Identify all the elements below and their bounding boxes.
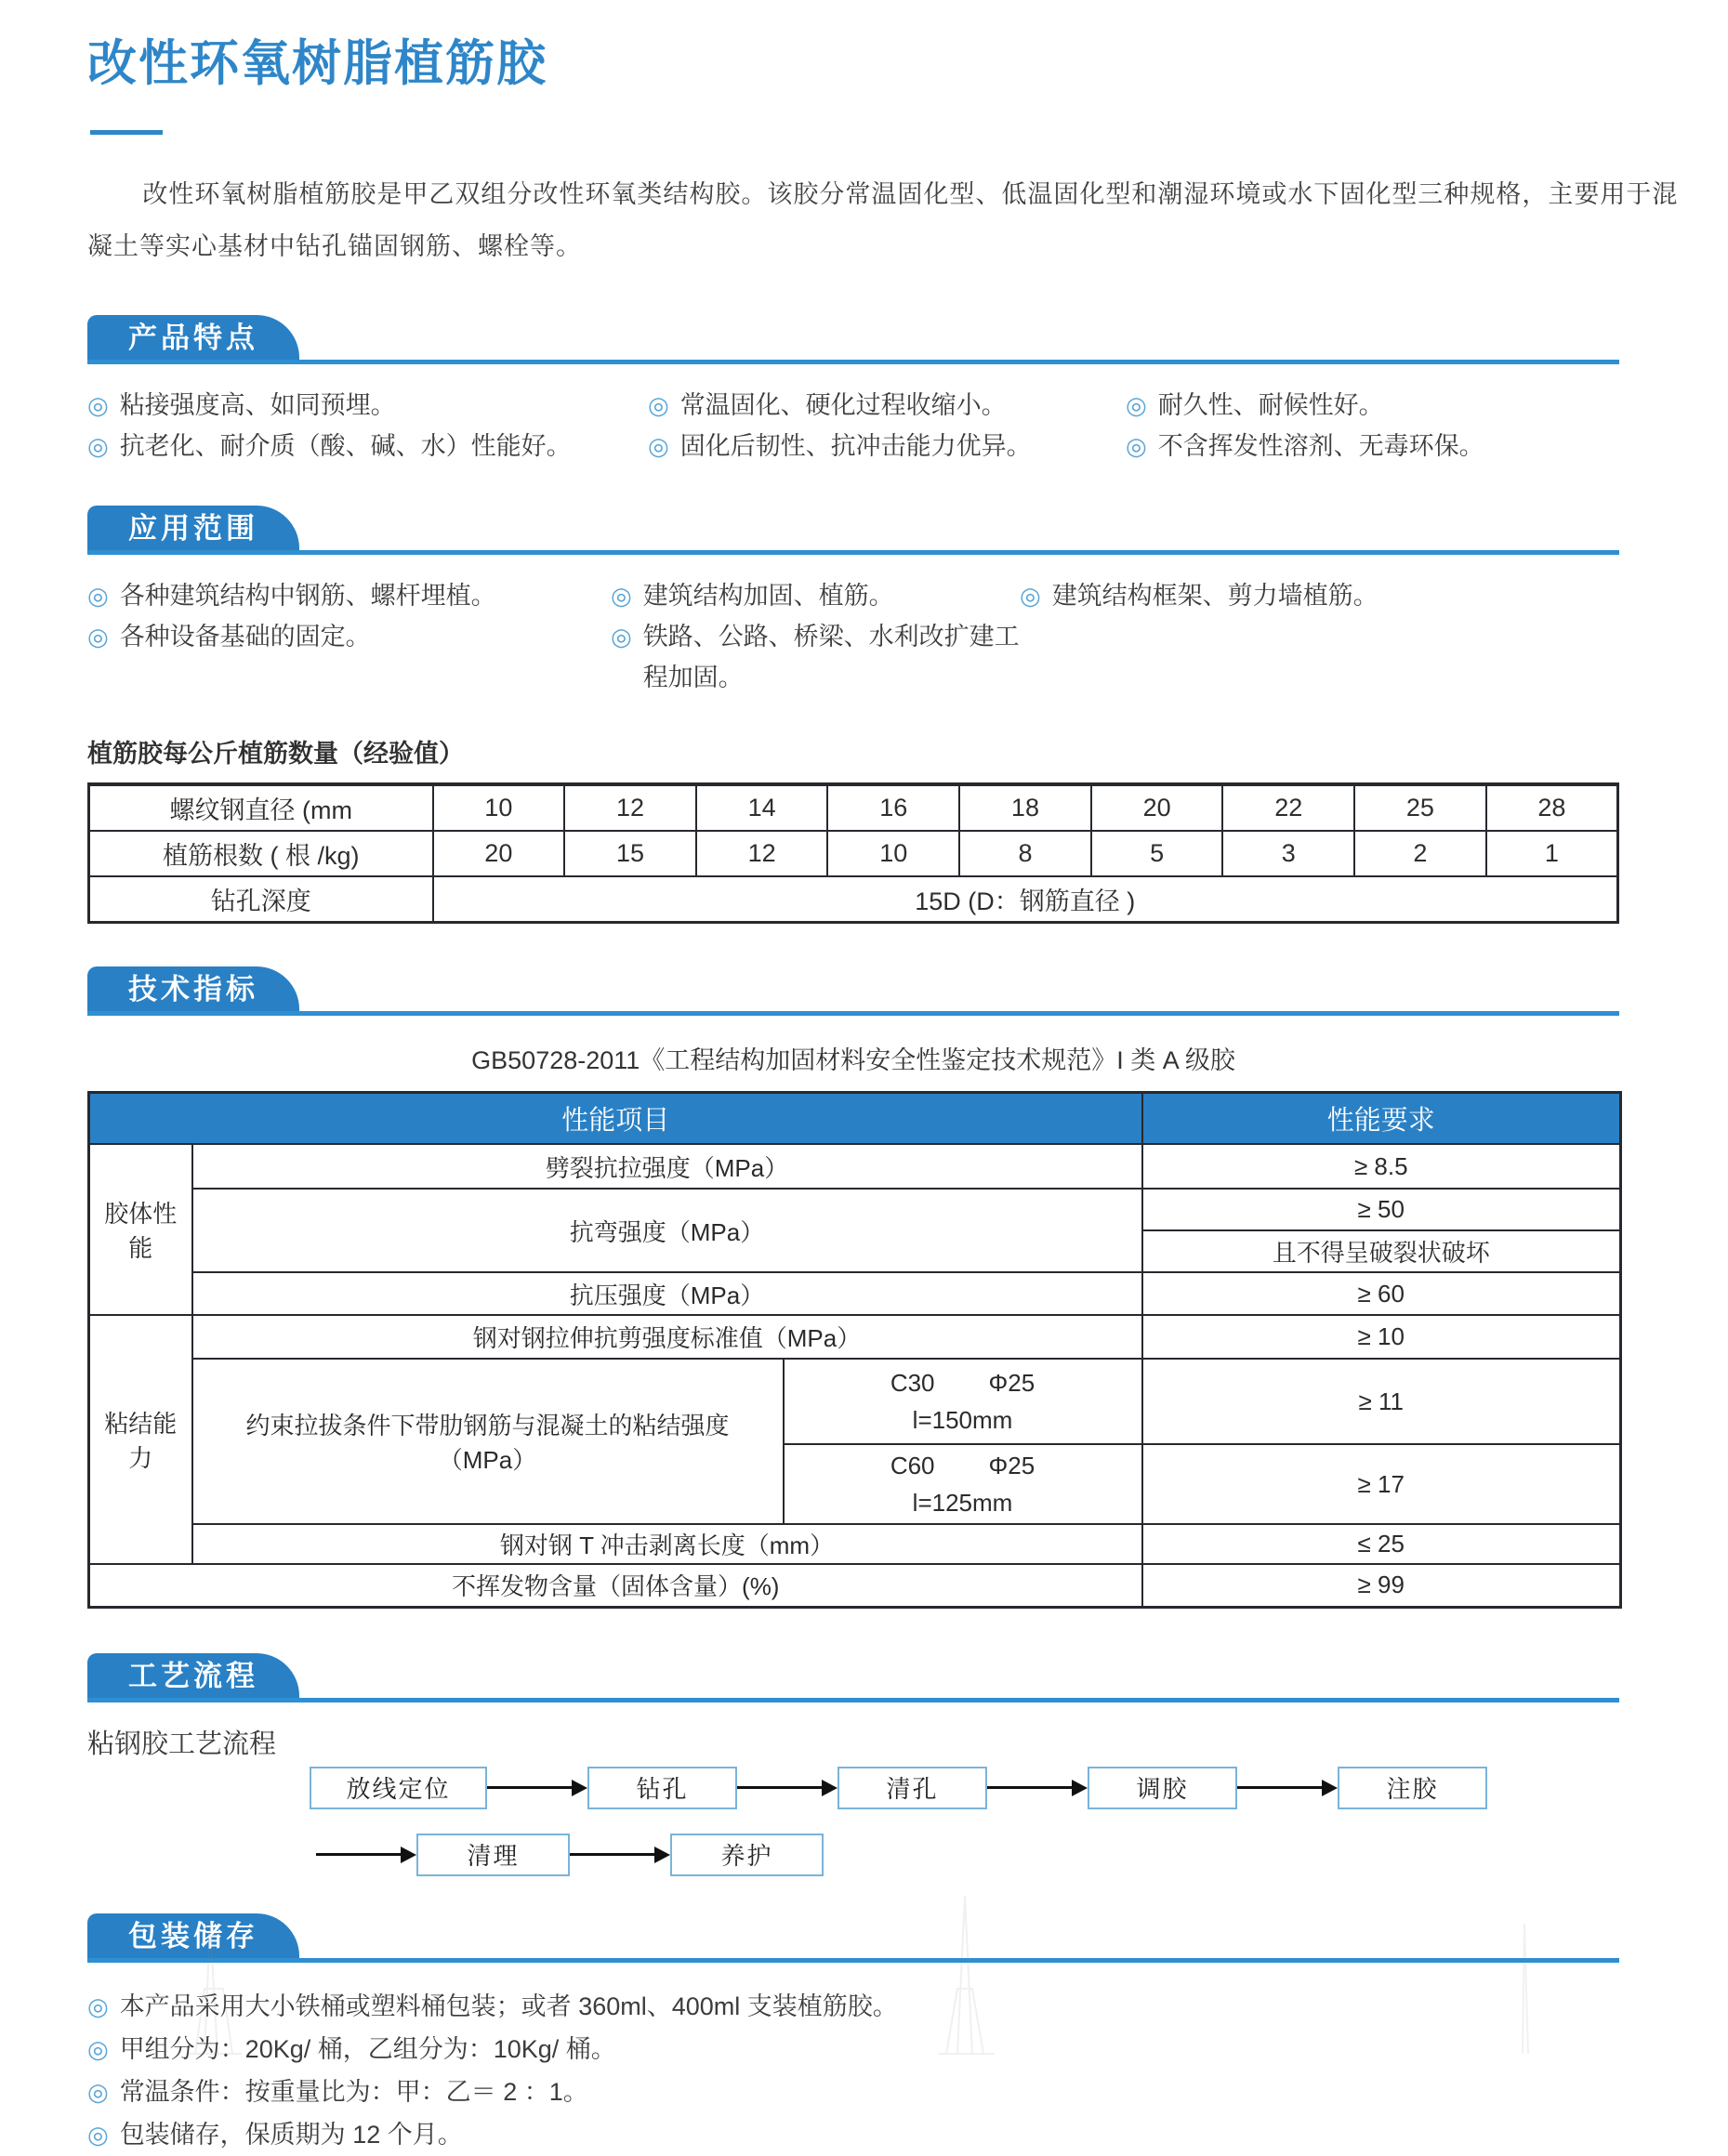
- tech-col-req: 性能要求: [1142, 1093, 1621, 1145]
- tech-req: ≥ 8.5: [1142, 1144, 1621, 1189]
- tech-item: 劈裂抗拉强度（MPa）: [192, 1144, 1142, 1189]
- embed-length: l=150mm: [912, 1406, 1013, 1434]
- tech-item: 钢对钢拉伸抗剪强度标准值（MPa）: [192, 1315, 1142, 1359]
- application-text: 各种设备基础的固定。: [119, 623, 371, 651]
- tech-cond-top: [790, 1364, 1136, 1401]
- rebar-diameter: Φ25: [988, 1369, 1035, 1397]
- process-flow-row-1: [310, 1767, 1728, 1809]
- tech-row-shear: [89, 1315, 1621, 1359]
- section-header-applications: [87, 506, 1619, 555]
- arrow-right-icon: [487, 1780, 587, 1796]
- feature-text: 不含挥发性溶剂、无毒环保。: [1157, 432, 1484, 460]
- tech-group-colloid: 胶体性能: [89, 1144, 192, 1315]
- bullet-icon: ◎: [648, 432, 669, 460]
- bullet-icon: ◎: [87, 391, 109, 419]
- storage-item: [87, 2071, 1619, 2113]
- bullet-icon: ◎: [611, 582, 632, 610]
- page-title: 改性环氧树脂植筋胶: [87, 36, 547, 91]
- feature-item: [87, 385, 648, 426]
- arrow-right-icon: [1237, 1780, 1338, 1796]
- section-header-features: [87, 315, 1619, 364]
- section-header-storage: [87, 1913, 1619, 1963]
- bullet-icon: ◎: [648, 391, 669, 419]
- section-header-tech: [87, 966, 1619, 1016]
- flow-step: 清理: [416, 1834, 570, 1876]
- arrow-right-icon: [987, 1780, 1088, 1796]
- tech-row-split-tensile: [89, 1144, 1621, 1189]
- application-text: 建筑结构框架、剪力墙植筋。: [1051, 582, 1378, 610]
- tech-item: 抗压强度（MPa）: [192, 1272, 1142, 1315]
- tech-row-compressive: [89, 1272, 1621, 1315]
- tech-row-bending: [89, 1189, 1621, 1230]
- feature-item: [1126, 385, 1484, 426]
- application-text: 建筑结构加固、植筋。: [642, 582, 894, 610]
- feature-text: 耐久性、耐候性好。: [1157, 391, 1384, 419]
- storage-text: 包装储存，保质期为 12 个月。: [119, 2120, 463, 2149]
- storage-text: 甲组分为：20Kg/ 桶，乙组分为：10Kg/ 桶。: [119, 2034, 616, 2063]
- storage-item: [87, 2113, 1619, 2156]
- storage-item: [87, 1985, 1619, 2028]
- feature-item: [87, 426, 648, 467]
- dosage-depth-value: 15D (D：钢筋直径 ): [433, 876, 1618, 923]
- tech-item: 钢对钢 T 冲击剥离长度（mm）: [192, 1524, 1142, 1564]
- tech-req: ≥ 60: [1142, 1272, 1621, 1315]
- concrete-grade: C30: [890, 1369, 935, 1397]
- application-text: 铁路、公路、桥梁、水利改扩建工程加固。: [642, 623, 1020, 691]
- tech-cond-c60: [784, 1444, 1142, 1524]
- dosage-count-cell: 20: [433, 831, 565, 876]
- tech-item-line: （MPa）: [438, 1446, 537, 1474]
- concrete-grade: C60: [890, 1452, 935, 1479]
- tech-standard-line: GB50728-2011《工程结构加固材料安全性鉴定技术规范》I 类 A 级胶: [471, 1046, 1235, 1074]
- tech-req: ≥ 17: [1142, 1444, 1621, 1524]
- section-header-process: [87, 1653, 1619, 1702]
- intro-paragraph: 改性环氧树脂植筋胶是甲乙双组分改性环氧类结构胶。该胶分常温固化型、低温固化型和潮湿环境或水下固化型三种规格，主要用于混凝土等实心基材中钻孔锚固钢筋、螺栓等。: [87, 180, 1679, 260]
- tech-item: 抗弯强度（MPa）: [192, 1189, 1142, 1272]
- dosage-header-cell: 12: [564, 784, 696, 831]
- flow-step: 养护: [670, 1834, 824, 1876]
- arrow-right-icon: [316, 1847, 416, 1863]
- storage-tab: 包装储存: [87, 1913, 299, 1958]
- tech-header-row: [89, 1093, 1621, 1145]
- process-tab: 工艺流程: [87, 1653, 299, 1698]
- feature-item: [648, 426, 1126, 467]
- tech-item-bond: [192, 1359, 784, 1524]
- tech-cond-c30: [784, 1359, 1142, 1444]
- storage-text: 本产品采用大小铁桶或塑料桶包装；或者 360ml、400ml 支装植筋胶。: [119, 1992, 898, 2020]
- bullet-icon: ◎: [1020, 582, 1041, 610]
- tech-cond-top: [790, 1447, 1136, 1484]
- applications-tab: 应用范围: [87, 506, 299, 550]
- tech-req: 且不得呈破裂状破坏: [1142, 1230, 1621, 1272]
- dosage-count-cell: 3: [1222, 831, 1354, 876]
- tech-item-line: 约束拉拔条件下带肋钢筋与混凝土的粘结强度: [245, 1412, 730, 1440]
- feature-text: 常温固化、硬化过程收缩小。: [679, 391, 1007, 419]
- dosage-header-cell: 螺纹钢直径 (mm: [89, 784, 433, 831]
- dosage-count-cell: 2: [1354, 831, 1486, 876]
- feature-item: [648, 385, 1126, 426]
- flow-step: 调胶: [1088, 1767, 1237, 1809]
- dosage-count-cell: 8: [959, 831, 1091, 876]
- feature-text: 粘接强度高、如同预埋。: [119, 391, 396, 419]
- dosage-header-cell: 25: [1354, 784, 1486, 831]
- flow-step: 注胶: [1338, 1767, 1487, 1809]
- bullet-icon: ◎: [87, 2077, 109, 2106]
- application-item: [87, 616, 611, 657]
- dosage-header-cell: 18: [959, 784, 1091, 831]
- tech-req: ≥ 10: [1142, 1315, 1621, 1359]
- applications-col-2: [611, 575, 1020, 698]
- tech-item: 不挥发物含量（固体含量）(%): [89, 1564, 1142, 1607]
- dosage-counts-row: [89, 831, 1618, 876]
- application-text: 各种建筑结构中钢筋、螺杆埋植。: [119, 582, 496, 610]
- feature-text: 抗老化、耐介质（酸、碱、水）性能好。: [119, 432, 572, 460]
- dosage-depth-row: [89, 876, 1618, 923]
- dosage-header-cell: 16: [827, 784, 959, 831]
- rebar-diameter: Φ25: [988, 1452, 1035, 1479]
- dosage-table: [87, 782, 1619, 924]
- feature-text: 固化后韧性、抗冲击能力优异。: [679, 432, 1032, 460]
- bullet-icon: ◎: [87, 623, 109, 651]
- bullet-icon: ◎: [1126, 432, 1147, 460]
- features-tab: 产品特点: [87, 315, 299, 360]
- dosage-header-cell: 10: [433, 784, 565, 831]
- dosage-count-cell: 12: [696, 831, 828, 876]
- dosage-count-cell: 5: [1091, 831, 1223, 876]
- tech-row-bond-c30: [89, 1359, 1621, 1444]
- bullet-icon: ◎: [87, 2034, 109, 2063]
- tech-req: ≤ 25: [1142, 1524, 1621, 1564]
- bullet-icon: ◎: [87, 432, 109, 460]
- tech-col-item: 性能项目: [89, 1093, 1142, 1145]
- title-underline: [90, 130, 163, 135]
- application-item: [611, 575, 1020, 616]
- application-item: [1020, 575, 1378, 616]
- tech-table: [87, 1091, 1622, 1609]
- flow-step: 清孔: [838, 1767, 987, 1809]
- tech-req: ≥ 11: [1142, 1359, 1621, 1444]
- applications-col-1: [87, 575, 611, 698]
- bullet-icon: ◎: [611, 623, 632, 651]
- tech-row-peel: [89, 1524, 1621, 1564]
- tech-tab: 技术指标: [87, 966, 299, 1011]
- arrow-right-icon: [737, 1780, 838, 1796]
- flow-step: 放线定位: [310, 1767, 487, 1809]
- bullet-icon: ◎: [87, 1992, 109, 2020]
- storage-list: [87, 1985, 1619, 2156]
- storage-text: 常温条件：按重量比为：甲：乙＝ 2 ：1。: [119, 2077, 588, 2106]
- application-item: [611, 616, 1020, 698]
- tech-group-bond: 粘结能力: [89, 1315, 192, 1564]
- dosage-header-cell: 22: [1222, 784, 1354, 831]
- dosage-count-cell: 1: [1486, 831, 1618, 876]
- applications-col-3: [1020, 575, 1378, 698]
- process-flow-row-2: [316, 1834, 1728, 1876]
- dosage-count-cell: 10: [827, 831, 959, 876]
- dosage-table-caption: 植筋胶每公斤植筋数量（经验值）: [87, 740, 464, 768]
- dosage-header-cell: 28: [1486, 784, 1618, 831]
- feature-item: [1126, 426, 1484, 467]
- features-list: [87, 385, 1672, 467]
- application-item: [87, 575, 611, 616]
- dosage-header-row: [89, 784, 1618, 831]
- storage-item: [87, 2028, 1619, 2071]
- bullet-icon: ◎: [87, 2120, 109, 2149]
- dosage-depth-label: 钻孔深度: [89, 876, 433, 923]
- bullet-icon: ◎: [87, 582, 109, 610]
- features-col-2: [648, 385, 1126, 467]
- dosage-count-cell: 植筋根数 ( 根 /kg): [89, 831, 433, 876]
- embed-length: l=125mm: [912, 1489, 1013, 1517]
- tech-row-solids: [89, 1564, 1621, 1607]
- bullet-icon: ◎: [1126, 391, 1147, 419]
- features-col-3: [1126, 385, 1484, 467]
- dosage-header-cell: 20: [1091, 784, 1223, 831]
- dosage-header-cell: 14: [696, 784, 828, 831]
- tech-req: ≥ 99: [1142, 1564, 1621, 1607]
- applications-list: [87, 575, 1672, 698]
- arrow-right-icon: [570, 1847, 670, 1863]
- tech-req: ≥ 50: [1142, 1189, 1621, 1230]
- flow-step: 钻孔: [587, 1767, 737, 1809]
- features-col-1: [87, 385, 648, 467]
- dosage-count-cell: 15: [564, 831, 696, 876]
- process-subtitle: 粘钢胶工艺流程: [87, 1729, 277, 1759]
